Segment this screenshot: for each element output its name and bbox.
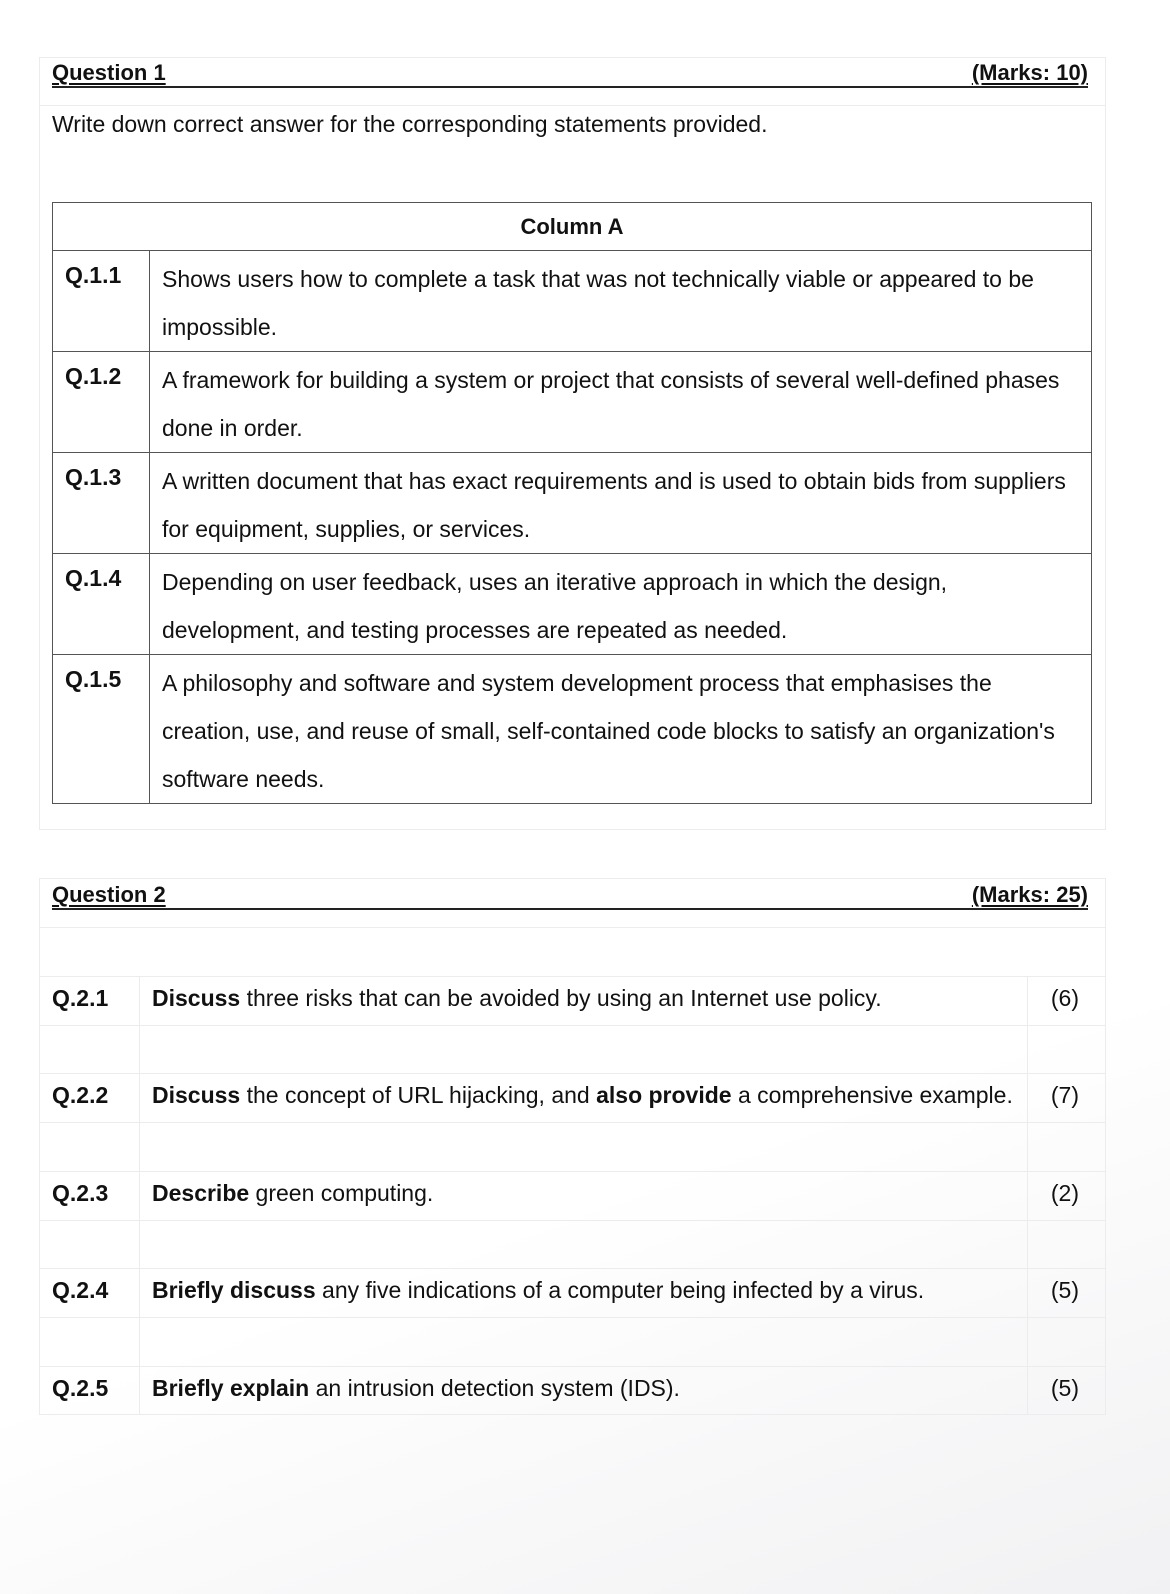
table-row bbox=[53, 655, 1092, 804]
item-statement: A framework for building a system or project that consists of several well-defined phases done in order. bbox=[150, 352, 1092, 453]
item-text bbox=[152, 1375, 680, 1402]
spacer-row bbox=[40, 927, 1105, 976]
item-number: Q.2.5 bbox=[52, 1374, 109, 1401]
list-item bbox=[40, 1366, 1105, 1415]
item-verb: Discuss bbox=[152, 984, 241, 1011]
item-number: Q.1.5 bbox=[53, 655, 150, 804]
table-row bbox=[53, 352, 1092, 453]
spacer-row bbox=[40, 1122, 1105, 1171]
item-verb-2: also provide bbox=[596, 1082, 732, 1109]
list-item bbox=[40, 976, 1105, 1025]
item-text bbox=[152, 1180, 433, 1207]
item-rest: the concept of URL hijacking, and bbox=[240, 1082, 597, 1109]
question-2-title: Question 2 bbox=[52, 882, 166, 907]
list-item bbox=[40, 1268, 1105, 1317]
item-verb: Briefly explain bbox=[152, 1374, 310, 1401]
item-statement: Depending on user feedback, uses an iterative approach in which the design, development, and testing processes are repeated as needed. bbox=[150, 554, 1092, 655]
item-rest-2: a comprehensive example. bbox=[731, 1082, 1013, 1109]
item-rest: any five indications of a computer being infected by a virus. bbox=[315, 1277, 925, 1304]
item-marks: (5) bbox=[1050, 1277, 1079, 1304]
item-statement: A philosophy and software and system development process that emphasises the creation, use, and reuse of small, self-contained code blocks to satisfy an organization's software needs. bbox=[150, 655, 1092, 804]
question-2-list bbox=[40, 927, 1105, 1415]
item-verb: Discuss bbox=[152, 1082, 241, 1109]
item-number: Q.2.1 bbox=[52, 984, 109, 1011]
item-number: Q.1.3 bbox=[53, 453, 150, 554]
item-number: Q.2.3 bbox=[52, 1179, 109, 1206]
item-text bbox=[152, 1082, 1013, 1109]
item-number: Q.1.4 bbox=[53, 554, 150, 655]
item-number: Q.2.2 bbox=[52, 1082, 109, 1109]
item-marks: (2) bbox=[1050, 1179, 1079, 1206]
column-a-header: Column A bbox=[53, 203, 1092, 251]
item-number: Q.2.4 bbox=[52, 1277, 109, 1304]
table-row bbox=[53, 453, 1092, 554]
item-number: Q.1.1 bbox=[53, 251, 150, 352]
item-text bbox=[152, 985, 882, 1012]
item-rest: three risks that can be avoided by using an Internet use policy. bbox=[240, 984, 882, 1011]
question-2-heading bbox=[52, 880, 1088, 910]
item-number: Q.1.2 bbox=[53, 352, 150, 453]
spacer-row bbox=[40, 1220, 1105, 1269]
item-statement: A written document that has exact requirements and is used to obtain bids from suppliers for equipment, supplies, or services. bbox=[150, 453, 1092, 554]
table-row bbox=[53, 251, 1092, 352]
divider bbox=[40, 105, 1105, 106]
item-marks: (6) bbox=[1050, 984, 1079, 1011]
question-1-instruction: Write down correct answer for the corresponding statements provided. bbox=[52, 111, 768, 137]
item-verb: Briefly discuss bbox=[152, 1277, 316, 1304]
question-1-heading bbox=[52, 58, 1088, 88]
list-item bbox=[40, 1073, 1105, 1122]
item-text bbox=[152, 1277, 924, 1304]
item-statement: Shows users how to complete a task that was not technically viable or appeared to be impossible. bbox=[150, 251, 1092, 352]
question-1-title: Question 1 bbox=[52, 60, 166, 85]
item-rest: an intrusion detection system (IDS). bbox=[309, 1374, 680, 1401]
column-a-table bbox=[52, 202, 1092, 804]
question-1-marks: (Marks: 10) bbox=[971, 60, 1088, 85]
item-verb: Describe bbox=[152, 1179, 250, 1206]
spacer-row bbox=[40, 1025, 1105, 1074]
item-rest: green computing. bbox=[249, 1179, 434, 1206]
item-marks: (7) bbox=[1050, 1082, 1079, 1109]
spacer-row bbox=[40, 1317, 1105, 1366]
list-item bbox=[40, 1171, 1105, 1220]
item-marks: (5) bbox=[1050, 1374, 1079, 1401]
table-row bbox=[53, 554, 1092, 655]
question-2-marks: (Marks: 25) bbox=[971, 882, 1088, 907]
